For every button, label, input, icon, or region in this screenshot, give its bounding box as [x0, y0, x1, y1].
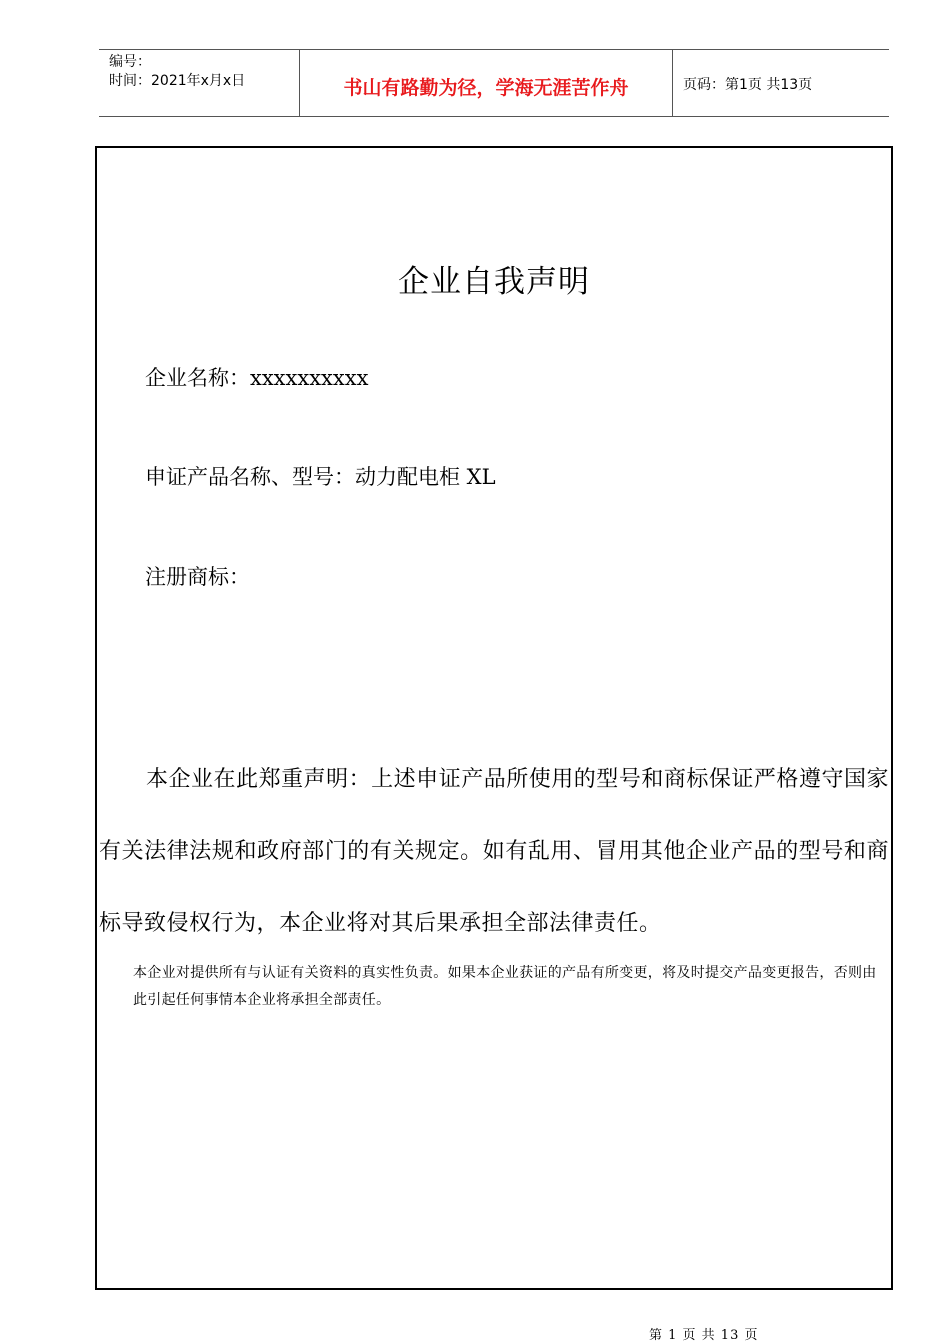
- header-motto: 书山有路勤为径，学海无涯苦作舟: [343, 77, 629, 99]
- responsibility-note: 本企业对提供所有与认证有关资料的真实性负责。如果本企业获证的产品有所变更，将及时提交产品变更报告，否则由此引起任何事情本企业将承担全部责任。: [133, 965, 877, 1008]
- declaration-paragraph: 本企业在此郑重声明：上述申证产品所使用的型号和商标保证严格遵守国家有关法律法规和政府部门的有关规定。如有乱用、冒用其他企业产品的型号和商标导致侵权行为，本企业将对其后果承担全部法律责任。: [99, 767, 889, 936]
- header-page-cell: [673, 50, 889, 116]
- declaration-form-box: [95, 146, 893, 1290]
- trademark-field: 注册商标：: [145, 565, 250, 589]
- date-line: 时间：2021年x月x日: [109, 73, 246, 89]
- header-motto-cell: [299, 50, 673, 116]
- product-model-field: 申证产品名称、型号：动力配电柜 XL: [145, 465, 496, 489]
- company-name-field: 企业名称：xxxxxxxxxx: [145, 366, 369, 390]
- header-page-info: 页码：第1页 共13页: [683, 77, 813, 93]
- serial-number-label: 编号：: [109, 54, 151, 70]
- page-footer: 第 1 页 共 13 页: [649, 1328, 759, 1343]
- header-meta-cell: [99, 50, 299, 116]
- page-header: [99, 49, 889, 117]
- document-title: 企业自我声明: [398, 264, 590, 300]
